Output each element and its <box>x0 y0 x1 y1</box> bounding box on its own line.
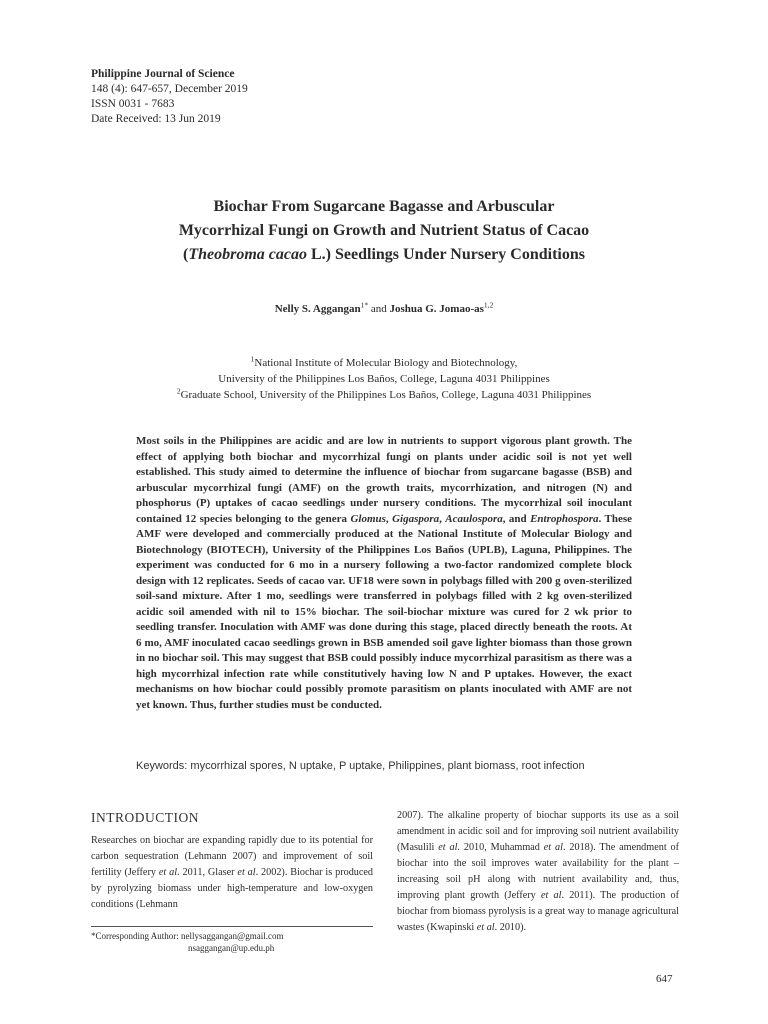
affiliation-2-text: Graduate School, University of the Philippines Los Baños, College, Laguna 4031 Philippines <box>180 389 592 401</box>
author-2-sup: 1,2 <box>483 300 494 310</box>
intro-text: 2007). The alkaline property of biochar supports its use as a soil amendment in acidic soil and for improving soil nutrient availability (Masulili <box>397 810 679 853</box>
et-al: et al <box>438 842 458 853</box>
intro-text: . 2010). <box>494 922 527 933</box>
footnote-line-1: *Corresponding Author: nellysaggangan@gmail.com <box>91 931 284 941</box>
footnote-divider <box>91 926 373 927</box>
author-1: Nelly S. Aggangan <box>274 303 361 315</box>
affiliations <box>100 355 668 403</box>
et-al: et al <box>237 867 256 878</box>
journal-volume: 148 (4): 647-657, December 2019 <box>91 83 248 95</box>
date-received: Date Received: 13 Jun 2019 <box>91 113 221 125</box>
intro-text: . 2010, Muhammad <box>457 842 544 853</box>
genus-entrophospora: Entrophospora <box>530 512 599 525</box>
keywords: Keywords: mycorrhizal spores, N uptake, P uptake, Philippines, plant biomass, root infection <box>136 760 585 772</box>
affiliation-1-line-2: University of the Philippines Los Baños, College, Laguna 4031 Philippines <box>218 373 550 385</box>
title-line-3-rest: L.) Seedlings Under Nursery Conditions <box>307 246 585 263</box>
author-1-sup: 1* <box>360 300 369 310</box>
affiliation-1-sup: 1 <box>250 354 255 364</box>
intro-text: . 2011). The production of biochar from biomass pyrolysis is a great way to manage agricultural wastes (Kwapinski <box>397 890 680 933</box>
et-al: et al <box>543 842 563 853</box>
abstract <box>136 434 632 713</box>
species-name: Theobroma cacao <box>188 246 307 263</box>
corresponding-author-footnote <box>91 930 284 954</box>
author-2: Joshua G. Jomao-as <box>389 303 484 315</box>
intro-text: Researches on biochar are expanding rapidly due to its potential for carbon sequestration (Lehmann 2007) and improvement of soil fertility (Jeffery <box>91 835 373 878</box>
genus-gigaspora: Gigaspora <box>392 512 440 525</box>
paper-title <box>100 195 668 267</box>
title-paren: ( <box>183 246 189 263</box>
intro-column-2 <box>397 808 679 936</box>
intro-text: . 2002). Biochar is produced by pyrolyzing biomass under high-temperature and low-oxygen conditions (Lehmann <box>91 867 374 910</box>
introduction-heading: INTRODUCTION <box>91 810 199 825</box>
genus-glomus: Glomus <box>350 512 386 525</box>
abstract-sep: , <box>439 512 446 525</box>
title-line-2: Mycorrhizal Fungi on Growth and Nutrient Status of Cacao <box>178 222 590 239</box>
intro-text: . 2018). The amendment of biochar into the soil improves water availability for the plant – increasing soil pH along with nutrient availability and, thus, improving plant growth (Jeffery <box>397 842 680 901</box>
journal-info <box>91 67 248 127</box>
abstract-part-2: . These AMF were developed and commercially produced at the National Institute of Molecular Biology and Biotechnology (BIOTECH), University of the Philippines Los Baños (UPLB), Laguna, Philippines. The experiment was conducted for 6 mo in a nursery following a two-factor randomized complete block design with 12 replicates. Seeds of cacao var. UF18 were sown in polybags filled with 200 g oven-sterilized soil-sand mixture. After 1 mo, seedlings were transferred in polybags filled with 2 kg oven-sterilized acidic soil amended with nil to 15% biochar. The soil-biochar mixture was cured for 2 wk prior to seedling transfer. Inoculation with AMF was done during this stage, placed directly beneath the roots. At 6 mo, AMF inoculated cacao seedlings grown in BSB amended soil gave lighter biomass than those grown in no biochar soil. This may suggest that BSB could possibly induce mycorrhizal parasitism as there was a high mycorrhizal infection rate while constitutively having low N and P uptakes. However, the exact mechanisms on how biochar could possibly promote parasitism on plants inoculated with AMF are not yet known. Thus, further studies must be conducted. <box>136 512 632 711</box>
abstract-part-1: Most soils in the Philippines are acidic and are low in nutrients to support vigorous plant growth. The effect of applying both biochar and mycorrhizal fungi on plants under acidic soil is not yet well established. This study aimed to determine the influence of biochar from sugarcane bagasse (BSB) and arbuscular mycorrhizal fungi (AMF) on the growth traits, mycorrhization, and nitrogen (N) and phosphorus (P) uptakes of cacao seedlings under nursery conditions. The mycorrhizal soil inoculant contained 12 species belonging to the genera <box>136 435 632 525</box>
affiliation-1-text: National Institute of Molecular Biology and Biotechnology, <box>254 357 518 369</box>
journal-name: Philippine Journal of Science <box>91 68 235 80</box>
genus-acaulospora: Acaulospora <box>445 512 503 525</box>
affiliation-2 <box>100 387 668 403</box>
title-line-1: Biochar From Sugarcane Bagasse and Arbuscular <box>213 198 555 215</box>
author-list <box>100 300 668 315</box>
et-al: et al <box>540 890 562 901</box>
footnote-line-2: nsaggangan@up.edu.ph <box>188 943 275 953</box>
author-and: and <box>368 303 390 315</box>
page-number: 647 <box>656 973 673 985</box>
affiliation-1-line-1 <box>100 355 668 371</box>
et-al: et al <box>476 922 495 933</box>
intro-column-1 <box>91 833 373 913</box>
journal-issn: ISSN 0031 - 7683 <box>91 98 175 110</box>
title-line-3 <box>100 243 668 267</box>
affiliation-2-sup: 2 <box>176 386 181 396</box>
abstract-sep: , <box>385 512 393 525</box>
et-al: et al <box>158 867 178 878</box>
intro-text: . 2011, Glaser <box>177 867 238 878</box>
abstract-sep: , and <box>502 512 531 525</box>
